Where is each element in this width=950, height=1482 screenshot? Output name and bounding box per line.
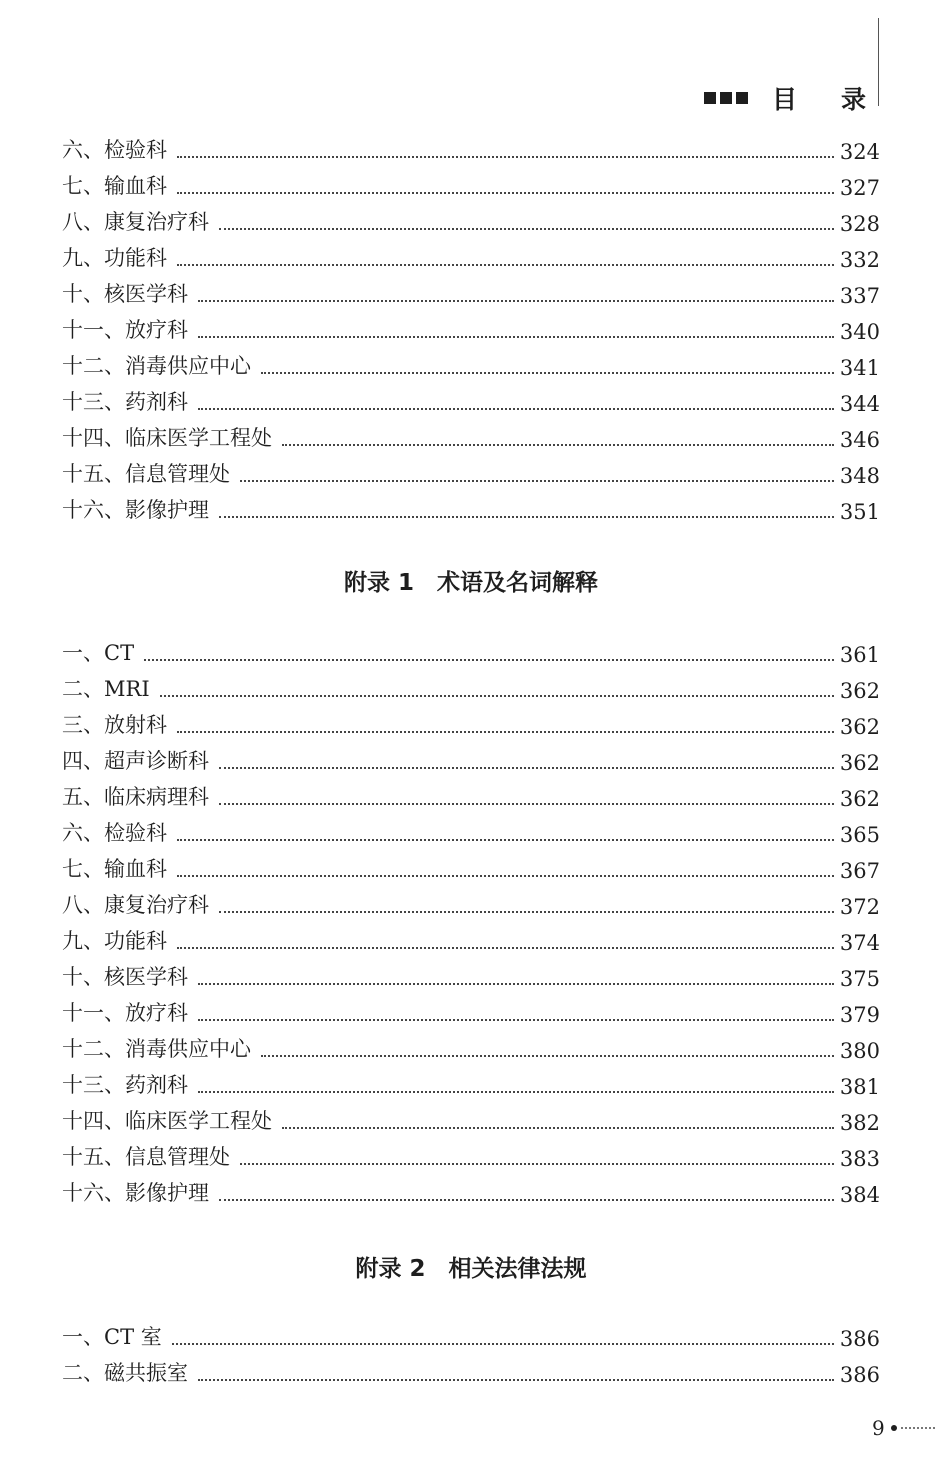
toc-entry-label: 十五、信息管理处 bbox=[62, 462, 230, 486]
toc-entry-page: 327 bbox=[839, 176, 880, 200]
toc-entry-label: 十三、药剂科 bbox=[62, 390, 188, 414]
toc-entry-page: 362 bbox=[839, 715, 880, 739]
toc-leader-dots bbox=[177, 875, 834, 877]
toc-leader-dots bbox=[282, 1127, 834, 1129]
toc-entry-label: 九、功能科 bbox=[62, 929, 167, 953]
toc-entry-label: 十、核医学科 bbox=[62, 965, 188, 989]
toc-entry-page: 341 bbox=[839, 356, 880, 380]
toc-entry[interactable] bbox=[62, 350, 880, 380]
toc-entry-label: 六、检验科 bbox=[62, 821, 167, 845]
toc-entry-label: 十四、临床医学工程处 bbox=[62, 1109, 272, 1133]
toc-entry[interactable] bbox=[62, 1141, 880, 1171]
toc-entry-page: 324 bbox=[839, 140, 880, 164]
toc-leader-dots bbox=[177, 156, 834, 158]
toc-entry[interactable] bbox=[62, 709, 880, 739]
toc-entry-page: 346 bbox=[839, 428, 880, 452]
toc-entry-label: 十、核医学科 bbox=[62, 282, 188, 306]
toc-entry-page: 361 bbox=[839, 643, 880, 667]
toc-entry-page: 381 bbox=[839, 1075, 880, 1099]
toc-entry[interactable] bbox=[62, 494, 880, 524]
toc-entry-page: 382 bbox=[839, 1111, 880, 1135]
toc-entry-page: 340 bbox=[839, 320, 880, 344]
toc-entry[interactable] bbox=[62, 817, 880, 847]
toc-entry-label: 五、临床病理科 bbox=[62, 785, 209, 809]
toc-leader-dots bbox=[198, 336, 834, 338]
toc-entry-page: 337 bbox=[839, 284, 880, 308]
toc-leader-dots bbox=[219, 803, 834, 805]
toc-entry[interactable] bbox=[62, 925, 880, 955]
toc-entry[interactable] bbox=[62, 278, 880, 308]
toc-entry-label: 十五、信息管理处 bbox=[62, 1145, 230, 1169]
toc-entry-page: 351 bbox=[839, 500, 880, 524]
toc-entry-page: 386 bbox=[839, 1327, 880, 1351]
toc-entry-page: 372 bbox=[839, 895, 880, 919]
toc-entry-label: 四、超声诊断科 bbox=[62, 749, 209, 773]
toc-entry-page: 380 bbox=[839, 1039, 880, 1063]
toc-entry[interactable] bbox=[62, 314, 880, 344]
toc-entry[interactable] bbox=[62, 458, 880, 488]
toc-entry-page: 362 bbox=[839, 751, 880, 775]
toc-entry-label: 十六、影像护理 bbox=[62, 1181, 209, 1205]
toc-entry[interactable] bbox=[62, 242, 880, 272]
page-number: 9 bbox=[872, 1416, 885, 1440]
toc-leader-dots bbox=[219, 1199, 834, 1201]
toc-leader-dots bbox=[198, 300, 834, 302]
toc-leader-dots bbox=[172, 1343, 834, 1345]
toc-entry-page: 379 bbox=[839, 1003, 880, 1027]
toc-entry-label: 十二、消毒供应中心 bbox=[62, 354, 251, 378]
toc-entry[interactable] bbox=[62, 206, 880, 236]
toc-leader-dots bbox=[219, 767, 834, 769]
toc-entry-label: 三、放射科 bbox=[62, 713, 167, 737]
toc-entry[interactable] bbox=[62, 422, 880, 452]
toc-entry-page: 374 bbox=[839, 931, 880, 955]
toc-leader-dots bbox=[219, 911, 834, 913]
toc-leader-dots bbox=[198, 983, 834, 985]
toc-entry-page: 362 bbox=[839, 787, 880, 811]
toc-entry-page: 348 bbox=[839, 464, 880, 488]
toc-leader-dots bbox=[177, 731, 834, 733]
toc-entry-label: 九、功能科 bbox=[62, 246, 167, 270]
toc-entry-page: 332 bbox=[839, 248, 880, 272]
toc-leader-dots bbox=[219, 228, 834, 230]
toc-entry[interactable] bbox=[62, 961, 880, 991]
toc-leader-dots bbox=[177, 264, 834, 266]
toc-entry-label: 十一、放疗科 bbox=[62, 318, 188, 342]
toc-entry[interactable] bbox=[62, 997, 880, 1027]
toc-entry[interactable] bbox=[62, 1321, 880, 1351]
toc-entry-page: 367 bbox=[839, 859, 880, 883]
toc-entry[interactable] bbox=[62, 1357, 880, 1387]
toc-entry-label: 十六、影像护理 bbox=[62, 498, 209, 522]
toc-leader-dots bbox=[240, 1163, 834, 1165]
toc-entry-page: 344 bbox=[839, 392, 880, 416]
toc-entry[interactable] bbox=[62, 673, 880, 703]
toc-leader-dots bbox=[177, 192, 834, 194]
toc-entry-label: 七、输血科 bbox=[62, 857, 167, 881]
toc-leader-dots bbox=[198, 408, 834, 410]
toc-entry[interactable] bbox=[62, 889, 880, 919]
toc-leader-dots bbox=[177, 947, 834, 949]
toc-entry-label: 一、CT bbox=[62, 641, 135, 665]
page-footer bbox=[872, 1416, 935, 1440]
toc-leader-dots bbox=[282, 444, 834, 446]
toc-entry-page: 328 bbox=[839, 212, 880, 236]
toc-leader-dots bbox=[261, 372, 834, 374]
toc-entry[interactable] bbox=[62, 1033, 880, 1063]
toc-leader-dots bbox=[240, 480, 834, 482]
toc-leader-dots bbox=[198, 1379, 834, 1381]
toc-entry-page: 375 bbox=[839, 967, 880, 991]
toc-leader-dots bbox=[261, 1055, 834, 1057]
toc-entry-label: 七、输血科 bbox=[62, 174, 167, 198]
toc-entry-label: 八、康复治疗科 bbox=[62, 893, 209, 917]
footer-bullet-icon bbox=[891, 1425, 897, 1431]
toc-leader-dots bbox=[160, 695, 834, 697]
toc-leader-dots bbox=[198, 1019, 834, 1021]
toc-entry-page: 383 bbox=[839, 1147, 880, 1171]
toc-entry-label: 十一、放疗科 bbox=[62, 1001, 188, 1025]
section-title: 附录 1 术语及名词解释 bbox=[343, 570, 598, 596]
toc-leader-dots bbox=[219, 516, 834, 518]
toc-entry[interactable] bbox=[62, 1069, 880, 1099]
footer-dotted-line bbox=[901, 1427, 935, 1429]
toc-entry-label: 一、CT 室 bbox=[62, 1325, 162, 1349]
toc-entry[interactable] bbox=[62, 745, 880, 775]
toc-leader-dots bbox=[198, 1091, 834, 1093]
toc-leader-dots bbox=[144, 659, 834, 661]
toc-entry-label: 二、MRI bbox=[62, 677, 150, 701]
toc-entry-label: 十四、临床医学工程处 bbox=[62, 426, 272, 450]
toc-entry[interactable] bbox=[62, 134, 880, 164]
toc-entry-page: 386 bbox=[839, 1363, 880, 1387]
toc-leader-dots bbox=[177, 839, 834, 841]
toc-entry[interactable] bbox=[62, 781, 880, 811]
toc-entry-label: 十三、药剂科 bbox=[62, 1073, 188, 1097]
toc-entry-label: 二、磁共振室 bbox=[62, 1361, 188, 1385]
toc-entry-label: 六、检验科 bbox=[62, 138, 167, 162]
toc-entry-label: 十二、消毒供应中心 bbox=[62, 1037, 251, 1061]
toc-entry-label: 八、康复治疗科 bbox=[62, 210, 209, 234]
section-title: 附录 2 相关法律法规 bbox=[355, 1256, 587, 1282]
toc-entry-page: 384 bbox=[839, 1183, 880, 1207]
header-title: 目录 bbox=[771, 85, 910, 114]
toc-entry[interactable] bbox=[62, 637, 880, 667]
toc-entry[interactable] bbox=[62, 853, 880, 883]
page-header bbox=[704, 80, 910, 116]
toc-entry-page: 362 bbox=[839, 679, 880, 703]
toc-entry[interactable] bbox=[62, 1177, 880, 1207]
toc-entry-page: 365 bbox=[839, 823, 880, 847]
toc-entry[interactable] bbox=[62, 170, 880, 200]
toc-entry[interactable] bbox=[62, 1105, 880, 1135]
header-squares-icon bbox=[704, 92, 752, 104]
toc-entry[interactable] bbox=[62, 386, 880, 416]
